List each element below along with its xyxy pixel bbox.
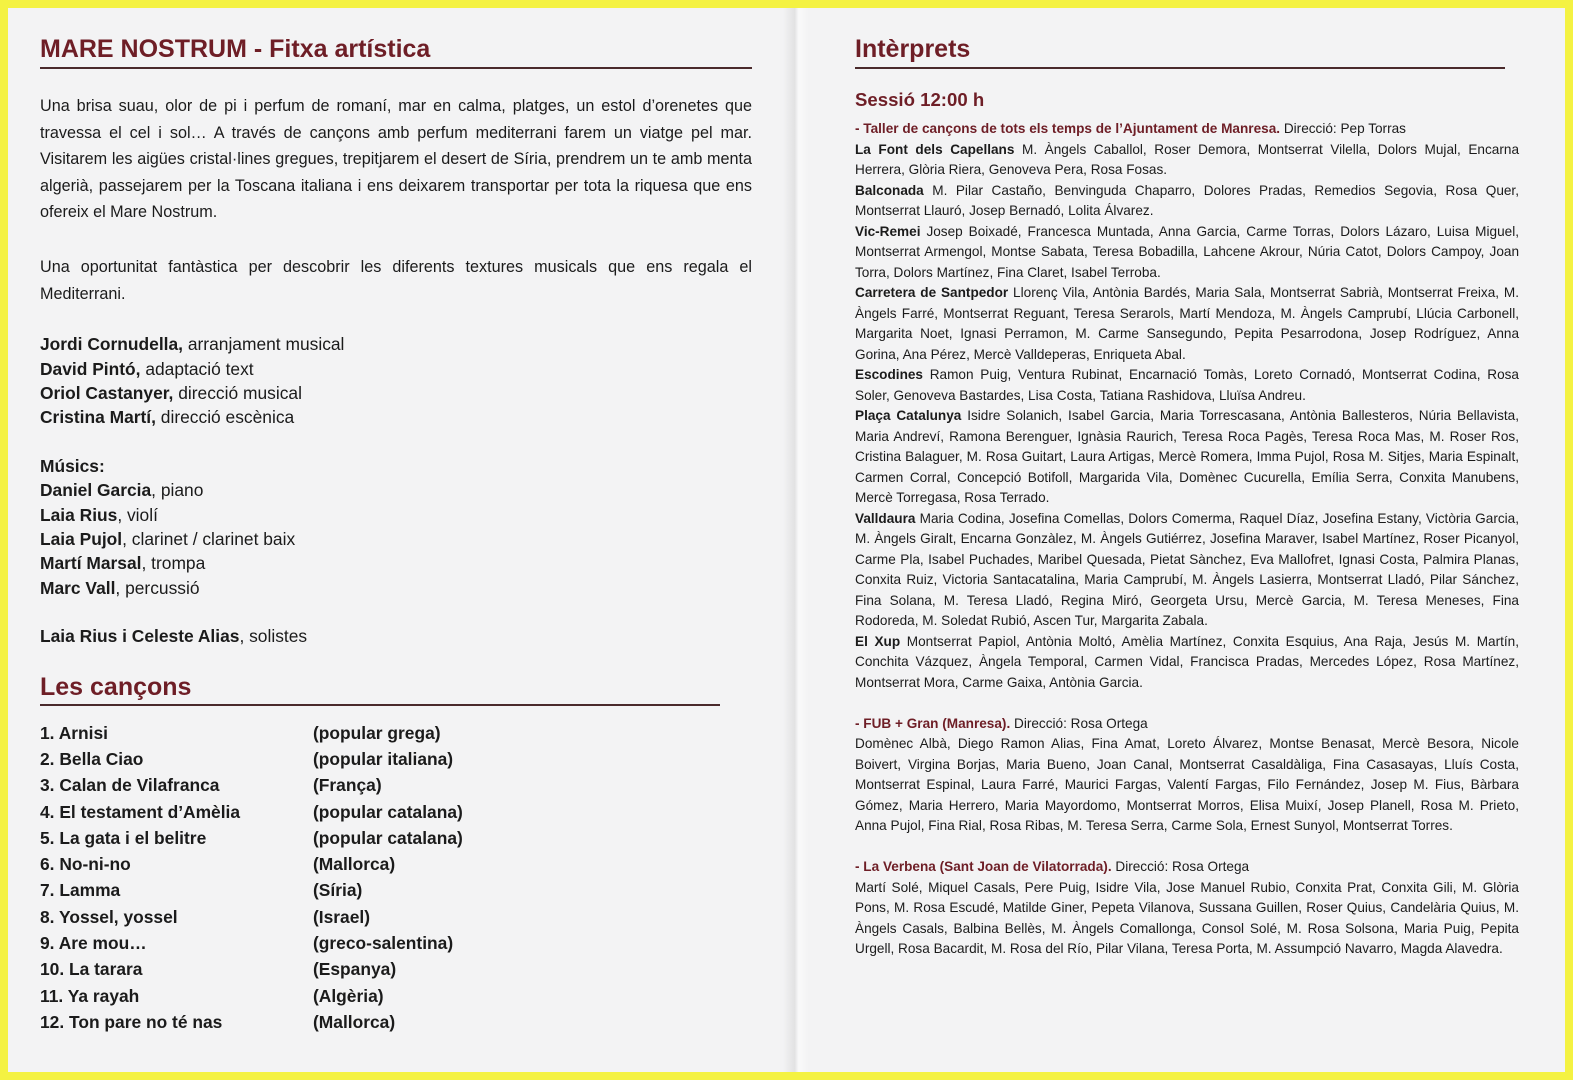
choir-entry <box>855 365 1519 406</box>
choir-entry <box>855 222 1519 284</box>
song-origin: (Síria) <box>313 880 363 901</box>
programme-sheet <box>8 8 1565 1072</box>
song-item <box>40 904 752 930</box>
song-origin: (Israel) <box>313 906 371 927</box>
song-item <box>40 983 752 1009</box>
credit-line: David Pintó, adaptació text <box>40 358 254 379</box>
songs-title: Les cançons <box>40 670 720 706</box>
choir-entry <box>855 181 1519 222</box>
group-header: - Taller de cançons de tots els temps de l’Ajuntament de Manresa. Direcció: Pep Torras <box>855 121 1406 136</box>
choir-members: Ramon Puig, Ventura Rubinat, Encarnació Tomàs, Loreto Cornadó, Montserrat Codina, Rosa Soler, Genoveva Bastardes, Lisa Costa, Tatiana Rashidova, Lluïsa Andreu. <box>855 367 1519 403</box>
choir-entry <box>855 283 1519 365</box>
group-header: - FUB + Gran (Manresa). Direcció: Rosa Ortega <box>855 715 1148 731</box>
musician-line: Laia Rius, violí <box>40 504 158 525</box>
song-origin: (Algèria) <box>313 985 384 1006</box>
group-members: Martí Solé, Miquel Casals, Pere Puig, Isidre Vila, Jose Manuel Rubio, Conxita Prat, Conxita Gili, M. Glòria Pons, M. Rosa Escudé, Matilde Giner, Pepeta Vilanova, Sussana Guillen, Roser Quius, Candelària Quius, M. Àngels Casals, Balbina Bellès, M. Àngels Comallonga, Consol Solé, M. Rosa Solsona, Maria Puig, Pepita Urgell, Rosa Bacardit, M. Rosa del Río, Pilar Vilana, Teresa Porta, M. Assumpció Navarro, Magda Alavedra. <box>855 879 1519 956</box>
song-origin: (Espanya) <box>313 959 397 980</box>
song-item <box>40 956 752 982</box>
choir-name: Valldaura <box>855 510 916 526</box>
song-origin: (Mallorca) <box>313 854 396 875</box>
song-item <box>40 799 752 825</box>
song-item <box>40 1009 752 1035</box>
song-name: 5. La gata i el belitre <box>40 827 207 848</box>
performers-title: Intèrprets <box>855 32 1505 69</box>
song-name: 8. Yossel, yossel <box>40 906 178 927</box>
choir-members: Isidre Solanich, Isabel Garcia, Maria Torrescasana, Antònia Ballesteros, Núria Bellavista, Maria Andreví, Ramona Berenguer, Ignàsia Raurich, Teresa Roca Pagès, Teresa Roca Mas, M. Roser Ros, Cristina Balaguer, M. Rosa Guitart, Laura Artigas, Mercè Romera, Imma Pujol, Rosa M. Sitjes, Maria Espinalt, Carmen Corral, Concepció Botifoll, Margarida Vila, Domènec Cucurella, Emília Serra, Conxita Manubens, Mercè Torregasa, Rosa Terrado. <box>855 408 1519 505</box>
song-origin: (França) <box>313 775 382 796</box>
song-origin: (greco-salentina) <box>313 933 454 953</box>
choir-name: El Xup <box>855 633 901 649</box>
song-name: 10. La tarara <box>40 959 143 980</box>
choir-name: Escodines <box>855 367 923 382</box>
song-origin: (popular italiana) <box>313 748 454 769</box>
artistic-sheet-title: MARE NOSTRUM - Fitxa artística <box>40 32 752 69</box>
song-name: 1. Arnisi <box>40 722 108 743</box>
right-page <box>855 32 1519 960</box>
song-name: 11. Ya rayah <box>40 985 140 1006</box>
musician-line: Daniel Garcia, piano <box>40 480 204 501</box>
choir-members: Maria Codina, Josefina Comellas, Dolors Comerma, Raquel Díaz, Josefina Estany, Victòria Garcia, M. Àngels Giralt, Encarna Gonzàlez, M. Àngels Gutiérrez, Josefina Maraver, Isabel Martínez, Roser Picanyol, Carme Pla, Isabel Puchades, Maribel Quesada, Pietat Sànchez, Eva Mallofret, Ignasi Costa, Palmira Planas, Conxita Ruiz, Victoria Santacatalina, Maria Camprubí, M. Àngels Lasierra, Montserrat Lladó, Pilar Sánchez, Fina Solana, M. Teresa Lladó, Regina Miró, Georgeta Ursu, Mercè Garcia, M. Teresa Meneses, Fina Rodoreda, M. Soledat Rubió, Ascen Tur, Margarita Zabala. <box>855 510 1519 628</box>
page-fold <box>783 8 809 1072</box>
song-name: 4. El testament d’Amèlia <box>40 801 241 822</box>
musician-line: Martí Marsal, trompa <box>40 553 206 574</box>
choir-members: Montserrat Papiol, Antònia Moltó, Amèlia Martínez, Conxita Esquius, Ana Raja, Jesús M. Martín, Conchita Vázquez, Àngela Temporal, Carmen Vidal, Francisca Pradas, Mercedes López, Rosa Martínez, Montserrat Mora, Carme Gaixa, Antònia Garcia. <box>855 633 1520 690</box>
song-origin: (popular grega) <box>313 722 441 743</box>
session-heading: Sessió 12:00 h <box>855 89 985 110</box>
group-members: Domènec Albà, Diego Ramon Alias, Fina Amat, Loreto Álvarez, Montse Benasat, Mercè Besora, Nicole Boivert, Virgina Borjas, Maria Bueno, Joan Canal, Montserrat Casaldàliga, Fina Casasayas, Lluís Costa, Montserrat Espinal, Laura Farré, Maurici Fargas, Valentí Fargas, Filo Fernández, Josep M. Fius, Bàrbara Gómez, Maria Herrero, Maria Mayordomo, Montserrat Morros, Elisa Muixí, Josep Planell, Rosa M. Prieto, Anna Pujol, Fina Rial, Rosa Ribas, M. Teresa Serra, Carme Sola, Ernest Sunyol, Montserrat Torres. <box>855 736 1519 833</box>
credit-line: Jordi Cornudella, arranjament musical <box>40 334 345 355</box>
choir-members: Josep Boixadé, Francesca Muntada, Anna Garcia, Carme Torras, Dolors Lázaro, Luisa Miguel, Montserrat Armengol, Montse Sabata, Teresa Bobadilla, Lahcene Akrour, Núria Catot, Dolors Campoy, Joan Torra, Dolors Martínez, Fina Claret, Isabel Terroba. <box>855 223 1519 280</box>
choirs <box>855 140 1519 694</box>
credit-line: Oriol Castanyer, direcció musical <box>40 382 302 403</box>
song-origin: (popular catalana) <box>313 801 463 822</box>
song-item <box>40 772 752 798</box>
musicians-label: Músics: <box>40 455 105 476</box>
song-origin: (Mallorca) <box>313 1011 396 1032</box>
left-page <box>40 32 752 1035</box>
songs-list <box>40 720 752 1036</box>
choir-members: M. Àngels Caballol, Roser Demora, Montserrat Vilella, Dolors Mujal, Encarna Herrera, Glòria Riera, Genoveva Pera, Rosa Fosas. <box>855 141 1520 177</box>
choir-members: Llorenç Vila, Antònia Bardés, Maria Sala, Montserrat Sabrià, Montserrat Freixa, M. Àngels Farré, Montserrat Reguant, Teresa Serarols, Martí Mendoza, M. Àngels Camprubí, Llúcia Carbonell, Margarita Noet, Ignasi Perramon, M. Carme Sansegundo, Pepita Pesarrodona, Josep Rodríguez, Anna Gorina, Ana Pérez, Mercè Valldeperas, Enriqueta Abal. <box>855 285 1519 362</box>
song-origin: (popular catalana) <box>313 827 463 848</box>
musician-line: Laia Pujol, clarinet / clarinet baix <box>40 529 296 549</box>
choir-name: Vic-Remei <box>855 223 921 239</box>
song-item <box>40 746 752 772</box>
performers-list <box>855 119 1519 960</box>
song-name: 6. No-ni-no <box>40 854 131 875</box>
song-name: 3. Calan de Vilafranca <box>40 775 220 796</box>
credit-line: Cristina Martí, direcció escènica <box>40 407 295 428</box>
choir-entry <box>855 140 1519 181</box>
song-item <box>40 851 752 877</box>
intro <box>40 93 752 307</box>
song-name: 9. Are mou… <box>40 933 147 953</box>
intro-paragraph-1: Una brisa suau, olor de pi i perfum de romaní, mar en calma, platges, un estol d’orenetes que travessa el cel i sol… A través de cançons amb perfum mediterrani farem un viatge pel mar. Visitarem les aigües cristal·lines gregues, trepitjarem el desert de Síria, prendrem un te amb menta algerià, passejarem per la Toscana italiana i ens deixarem transportar per tota la riquesa que ens ofereix el Mare Nostrum. <box>40 97 752 222</box>
choir-members: M. Pilar Castaño, Benvinguda Chaparro, Dolores Pradas, Remedios Segovia, Rosa Quer, Montserrat Llauró, Josep Bernadó, Lolita Álvarez. <box>855 182 1519 218</box>
choir-entry <box>855 632 1519 694</box>
song-name: 2. Bella Ciao <box>40 748 144 769</box>
choir-name: La Font dels Capellans <box>855 141 1015 157</box>
choir-name: Carretera de Santpedor <box>855 285 1009 300</box>
choir-name: Plaça Catalunya <box>855 408 962 423</box>
musician-line: Marc Vall, percussió <box>40 577 200 598</box>
song-name: 12. Ton pare no té nas <box>40 1011 223 1032</box>
choir-entry <box>855 509 1519 632</box>
choir-entry <box>855 406 1519 509</box>
song-item <box>40 825 752 851</box>
credits <box>40 332 752 648</box>
song-name: 7. Lamma <box>40 880 121 901</box>
choir-name: Balconada <box>855 182 924 198</box>
song-item <box>40 930 752 956</box>
soloists-line: Laia Rius i Celeste Alias, solistes <box>40 626 308 647</box>
song-item <box>40 720 752 746</box>
intro-paragraph-2: Una oportunitat fantàstica per descobrir les diferents textures musicals que ens regala el Mediterrani. <box>40 257 752 303</box>
song-item <box>40 877 752 903</box>
group-header: - La Verbena (Sant Joan de Vilatorrada). Direcció: Rosa Ortega <box>855 859 1250 874</box>
